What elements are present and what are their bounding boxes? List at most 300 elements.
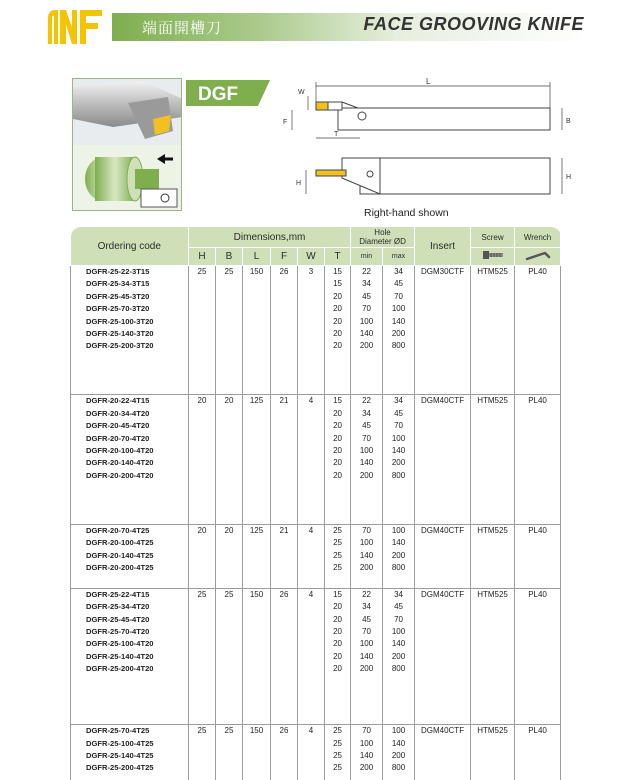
screw-cell: [471, 303, 515, 315]
min-cell: 70: [351, 303, 383, 315]
max-cell: 34: [383, 395, 415, 408]
f-cell: [271, 433, 298, 445]
min-cell: 100: [351, 316, 383, 328]
table-spacer-row: [71, 482, 561, 489]
b-cell: 25: [216, 266, 243, 279]
b-cell: [216, 278, 243, 290]
wrench-cell: [515, 408, 561, 420]
l-cell: [243, 470, 271, 482]
max-cell: 200: [383, 328, 415, 340]
w-cell: [298, 278, 325, 290]
l-cell: [243, 762, 271, 774]
l-cell: 150: [243, 725, 271, 738]
b-cell: [216, 738, 243, 750]
f-cell: [271, 316, 298, 328]
t-cell: 25: [325, 725, 351, 738]
header-h: H: [189, 248, 216, 266]
max-cell: 800: [383, 470, 415, 482]
insert-cell: DGM40CTF: [415, 588, 471, 601]
max-cell: 200: [383, 651, 415, 663]
wrench-cell: [515, 328, 561, 340]
header-dimensions: Dimensions,mm: [189, 227, 351, 248]
screw-cell: [471, 291, 515, 303]
table-spacer-row: [71, 697, 561, 704]
t-cell: 15: [325, 588, 351, 601]
ordering-code-cell: DGFR-20-200-4T25: [71, 562, 189, 574]
f-cell: [271, 762, 298, 774]
f-cell: [271, 562, 298, 574]
h-cell: [189, 278, 216, 290]
wrench-cell: [515, 457, 561, 469]
l-cell: 150: [243, 266, 271, 279]
nf-logo-icon: [46, 6, 104, 46]
f-cell: [271, 638, 298, 650]
header-t: T: [325, 248, 351, 266]
min-cell: 100: [351, 445, 383, 457]
f-cell: [271, 278, 298, 290]
w-cell: [298, 738, 325, 750]
page-header: [0, 0, 628, 50]
w-cell: [298, 750, 325, 762]
tool-photo-illustration: [73, 79, 182, 211]
b-cell: [216, 651, 243, 663]
t-cell: 25: [325, 550, 351, 562]
t-cell: 20: [325, 291, 351, 303]
h-cell: [189, 445, 216, 457]
wrench-cell: PL40: [515, 725, 561, 738]
title-english: FACE GROOVING KNIFE: [363, 14, 584, 34]
tool-photo-panel: [72, 78, 182, 211]
min-cell: 70: [351, 725, 383, 738]
wrench-cell: [515, 638, 561, 650]
insert-cell: [415, 738, 471, 750]
screw-cell: [471, 638, 515, 650]
table-row: [71, 614, 561, 626]
ordering-code-cell: DGFR-25-70-4T20: [71, 626, 189, 638]
t-cell: 25: [325, 524, 351, 537]
b-cell: [216, 316, 243, 328]
screw-cell: [471, 562, 515, 574]
wrench-cell: PL40: [515, 524, 561, 537]
header-insert: Insert: [415, 227, 471, 266]
f-cell: [271, 550, 298, 562]
h-cell: [189, 626, 216, 638]
l-cell: [243, 303, 271, 315]
ordering-code-cell: DGFR-25-100-4T25: [71, 738, 189, 750]
b-cell: [216, 445, 243, 457]
b-cell: [216, 537, 243, 549]
header-ordering-code: Ordering code: [71, 227, 189, 266]
insert-cell: [415, 626, 471, 638]
screw-cell: [471, 663, 515, 675]
insert-cell: [415, 550, 471, 562]
insert-cell: [415, 328, 471, 340]
table-row: [71, 328, 561, 340]
w-cell: [298, 445, 325, 457]
w-cell: [298, 408, 325, 420]
t-cell: 20: [325, 614, 351, 626]
l-cell: 150: [243, 588, 271, 601]
table-spacer-row: [71, 367, 561, 374]
t-cell: 25: [325, 562, 351, 574]
header-hole-diameter-label: Hole Diameter ØD: [359, 228, 406, 246]
w-cell: [298, 601, 325, 613]
screw-cell: [471, 550, 515, 562]
t-cell: 20: [325, 445, 351, 457]
screw-cell: HTM525: [471, 725, 515, 738]
table-row: [71, 663, 561, 675]
ordering-code-cell: DGFR-25-140-4T25: [71, 750, 189, 762]
ordering-code-cell: DGFR-20-100-4T20: [71, 445, 189, 457]
insert-cell: [415, 750, 471, 762]
table-row: [71, 303, 561, 315]
table-row: [71, 550, 561, 562]
w-cell: 4: [298, 524, 325, 537]
screw-cell: [471, 537, 515, 549]
max-cell: 45: [383, 408, 415, 420]
t-cell: 20: [325, 601, 351, 613]
t-cell: 25: [325, 537, 351, 549]
b-cell: [216, 638, 243, 650]
table-row: [71, 762, 561, 774]
h-cell: [189, 328, 216, 340]
svg-text:H: H: [296, 180, 302, 187]
ordering-code-cell: DGFR-20-140-4T25: [71, 550, 189, 562]
min-cell: 100: [351, 638, 383, 650]
header-max: max: [383, 248, 415, 266]
l-cell: [243, 638, 271, 650]
h-cell: 25: [189, 725, 216, 738]
screw-cell: [471, 408, 515, 420]
insert-cell: DGM40CTF: [415, 725, 471, 738]
wrench-cell: [515, 762, 561, 774]
screw-cell: [471, 762, 515, 774]
ordering-code-cell: DGFR-20-70-4T25: [71, 524, 189, 537]
h-cell: [189, 601, 216, 613]
min-cell: 140: [351, 328, 383, 340]
h-cell: 20: [189, 395, 216, 408]
screw-cell: HTM525: [471, 524, 515, 537]
l-cell: [243, 626, 271, 638]
ordering-code-cell: DGFR-20-200-4T20: [71, 470, 189, 482]
t-cell: 20: [325, 470, 351, 482]
hex-wrench-icon: [515, 248, 561, 266]
b-cell: [216, 457, 243, 469]
svg-text:F: F: [283, 119, 288, 126]
table-row: [71, 340, 561, 352]
t-cell: 20: [325, 433, 351, 445]
h-cell: [189, 663, 216, 675]
max-cell: 140: [383, 445, 415, 457]
t-cell: 20: [325, 626, 351, 638]
table-row: [71, 626, 561, 638]
wrench-cell: [515, 750, 561, 762]
model-tag-label: DGF: [198, 84, 239, 105]
w-cell: [298, 562, 325, 574]
b-cell: 25: [216, 725, 243, 738]
h-cell: [189, 750, 216, 762]
max-cell: 70: [383, 614, 415, 626]
ordering-code-cell: DGFR-25-45-3T20: [71, 291, 189, 303]
insert-cell: [415, 457, 471, 469]
h-cell: [189, 340, 216, 352]
min-cell: 140: [351, 651, 383, 663]
h-cell: 25: [189, 266, 216, 279]
w-cell: [298, 291, 325, 303]
table-spacer-row: [71, 683, 561, 690]
table-row: [71, 638, 561, 650]
wrench-cell: [515, 562, 561, 574]
w-cell: [298, 626, 325, 638]
ordering-code-cell: DGFR-25-100-3T20: [71, 316, 189, 328]
h-cell: 20: [189, 524, 216, 537]
table-row: [71, 457, 561, 469]
screw-cell: [471, 457, 515, 469]
table-spacer-row: [71, 503, 561, 510]
w-cell: [298, 328, 325, 340]
table-spacer-row: [71, 718, 561, 725]
w-cell: [298, 303, 325, 315]
wrench-cell: [515, 537, 561, 549]
table-row: [71, 266, 561, 279]
table-spacer-row: [71, 360, 561, 367]
ordering-code-cell: DGFR-20-45-4T20: [71, 420, 189, 432]
table-spacer-row: [71, 381, 561, 388]
f-cell: 21: [271, 524, 298, 537]
wrench-cell: [515, 601, 561, 613]
screw-cell: HTM525: [471, 588, 515, 601]
min-cell: 34: [351, 278, 383, 290]
ordering-code-cell: DGFR-25-22-4T15: [71, 588, 189, 601]
f-cell: [271, 328, 298, 340]
min-cell: 45: [351, 291, 383, 303]
h-cell: [189, 316, 216, 328]
wrench-cell: [515, 340, 561, 352]
table-row: [71, 445, 561, 457]
table-row: [71, 408, 561, 420]
l-cell: 125: [243, 395, 271, 408]
table-spacer-row: [71, 510, 561, 517]
h-cell: [189, 470, 216, 482]
table-row: [71, 651, 561, 663]
b-cell: [216, 303, 243, 315]
wrench-cell: [515, 626, 561, 638]
max-cell: 45: [383, 601, 415, 613]
insert-cell: [415, 537, 471, 549]
insert-cell: [415, 601, 471, 613]
l-cell: 125: [243, 524, 271, 537]
f-cell: [271, 601, 298, 613]
h-cell: [189, 614, 216, 626]
wrench-cell: [515, 278, 561, 290]
w-cell: 4: [298, 588, 325, 601]
table-row: [71, 588, 561, 601]
insert-cell: [415, 316, 471, 328]
w-cell: [298, 614, 325, 626]
f-cell: [271, 303, 298, 315]
min-cell: 100: [351, 738, 383, 750]
svg-text:H: H: [566, 174, 572, 181]
h-cell: [189, 420, 216, 432]
table-row: [71, 524, 561, 537]
max-cell: 100: [383, 433, 415, 445]
screw-cell: [471, 750, 515, 762]
f-cell: [271, 408, 298, 420]
l-cell: [243, 420, 271, 432]
ordering-code-cell: DGFR-20-100-4T25: [71, 537, 189, 549]
wrench-cell: [515, 663, 561, 675]
f-cell: [271, 750, 298, 762]
f-cell: [271, 537, 298, 549]
f-cell: [271, 651, 298, 663]
ordering-code-cell: DGFR-20-70-4T20: [71, 433, 189, 445]
min-cell: 22: [351, 395, 383, 408]
f-cell: [271, 626, 298, 638]
wrench-cell: [515, 470, 561, 482]
max-cell: 100: [383, 725, 415, 738]
w-cell: 3: [298, 266, 325, 279]
b-cell: 20: [216, 524, 243, 537]
wrench-cell: [515, 738, 561, 750]
w-cell: [298, 762, 325, 774]
h-cell: [189, 457, 216, 469]
min-cell: 100: [351, 537, 383, 549]
max-cell: 200: [383, 550, 415, 562]
h-cell: 25: [189, 588, 216, 601]
insert-cell: [415, 420, 471, 432]
t-cell: 25: [325, 750, 351, 762]
max-cell: 200: [383, 457, 415, 469]
w-cell: [298, 470, 325, 482]
f-cell: 26: [271, 588, 298, 601]
l-cell: [243, 457, 271, 469]
wrench-cell: [515, 614, 561, 626]
b-cell: [216, 562, 243, 574]
b-cell: 25: [216, 588, 243, 601]
l-cell: [243, 328, 271, 340]
max-cell: 800: [383, 663, 415, 675]
tool-drawing-top-view: [280, 76, 580, 148]
b-cell: [216, 420, 243, 432]
t-cell: 20: [325, 340, 351, 352]
b-cell: 20: [216, 395, 243, 408]
w-cell: [298, 340, 325, 352]
table-row: [71, 750, 561, 762]
l-cell: [243, 601, 271, 613]
w-cell: [298, 638, 325, 650]
h-cell: [189, 408, 216, 420]
wrench-cell: [515, 291, 561, 303]
svg-text:L: L: [426, 77, 431, 86]
insert-cell: DGM40CTF: [415, 395, 471, 408]
table-spacer-row: [71, 711, 561, 718]
table-row: [71, 395, 561, 408]
table-spacer-row: [71, 676, 561, 683]
table-spacer-row: [71, 581, 561, 588]
min-cell: 140: [351, 457, 383, 469]
h-cell: [189, 303, 216, 315]
b-cell: [216, 470, 243, 482]
b-cell: [216, 340, 243, 352]
wrench-cell: [515, 445, 561, 457]
min-cell: 200: [351, 340, 383, 352]
table-spacer-row: [71, 374, 561, 381]
t-cell: 15: [325, 266, 351, 279]
b-cell: [216, 750, 243, 762]
wrench-cell: PL40: [515, 395, 561, 408]
w-cell: [298, 457, 325, 469]
b-cell: [216, 614, 243, 626]
w-cell: [298, 651, 325, 663]
ordering-code-cell: DGFR-25-200-4T20: [71, 663, 189, 675]
wrench-cell: [515, 433, 561, 445]
h-cell: [189, 550, 216, 562]
t-cell: 25: [325, 738, 351, 750]
t-cell: 20: [325, 303, 351, 315]
f-cell: [271, 340, 298, 352]
screw-cell: [471, 738, 515, 750]
drawing-caption: Right-hand shown: [364, 207, 449, 219]
screw-cell: [471, 470, 515, 482]
table-row: [71, 725, 561, 738]
screw-cell: [471, 614, 515, 626]
b-cell: [216, 433, 243, 445]
min-cell: 70: [351, 433, 383, 445]
h-cell: [189, 291, 216, 303]
insert-cell: [415, 470, 471, 482]
insert-cell: [415, 433, 471, 445]
w-cell: 4: [298, 725, 325, 738]
min-cell: 200: [351, 470, 383, 482]
w-cell: [298, 433, 325, 445]
t-cell: 20: [325, 420, 351, 432]
table-row: [71, 537, 561, 549]
max-cell: 100: [383, 524, 415, 537]
t-cell: 20: [325, 457, 351, 469]
w-cell: [298, 663, 325, 675]
h-cell: [189, 738, 216, 750]
insert-cell: [415, 651, 471, 663]
ordering-code-cell: DGFR-25-70-4T25: [71, 725, 189, 738]
ordering-code-cell: DGFR-25-34-3T15: [71, 278, 189, 290]
header-wrench: Wrench: [515, 227, 561, 248]
max-cell: 200: [383, 750, 415, 762]
h-cell: [189, 651, 216, 663]
max-cell: 45: [383, 278, 415, 290]
h-cell: [189, 562, 216, 574]
f-cell: [271, 470, 298, 482]
header-b: B: [216, 248, 243, 266]
min-cell: 200: [351, 562, 383, 574]
screw-cell: [471, 420, 515, 432]
header-hole-diameter: [351, 227, 415, 248]
insert-cell: [415, 762, 471, 774]
ordering-code-cell: DGFR-20-34-4T20: [71, 408, 189, 420]
l-cell: [243, 291, 271, 303]
screw-cell: [471, 626, 515, 638]
w-cell: [298, 316, 325, 328]
f-cell: [271, 663, 298, 675]
w-cell: [298, 537, 325, 549]
l-cell: [243, 537, 271, 549]
l-cell: [243, 562, 271, 574]
insert-cell: [415, 303, 471, 315]
l-cell: [243, 433, 271, 445]
ordering-code-cell: DGFR-20-22-4T15: [71, 395, 189, 408]
f-cell: [271, 457, 298, 469]
max-cell: 100: [383, 303, 415, 315]
l-cell: [243, 651, 271, 663]
